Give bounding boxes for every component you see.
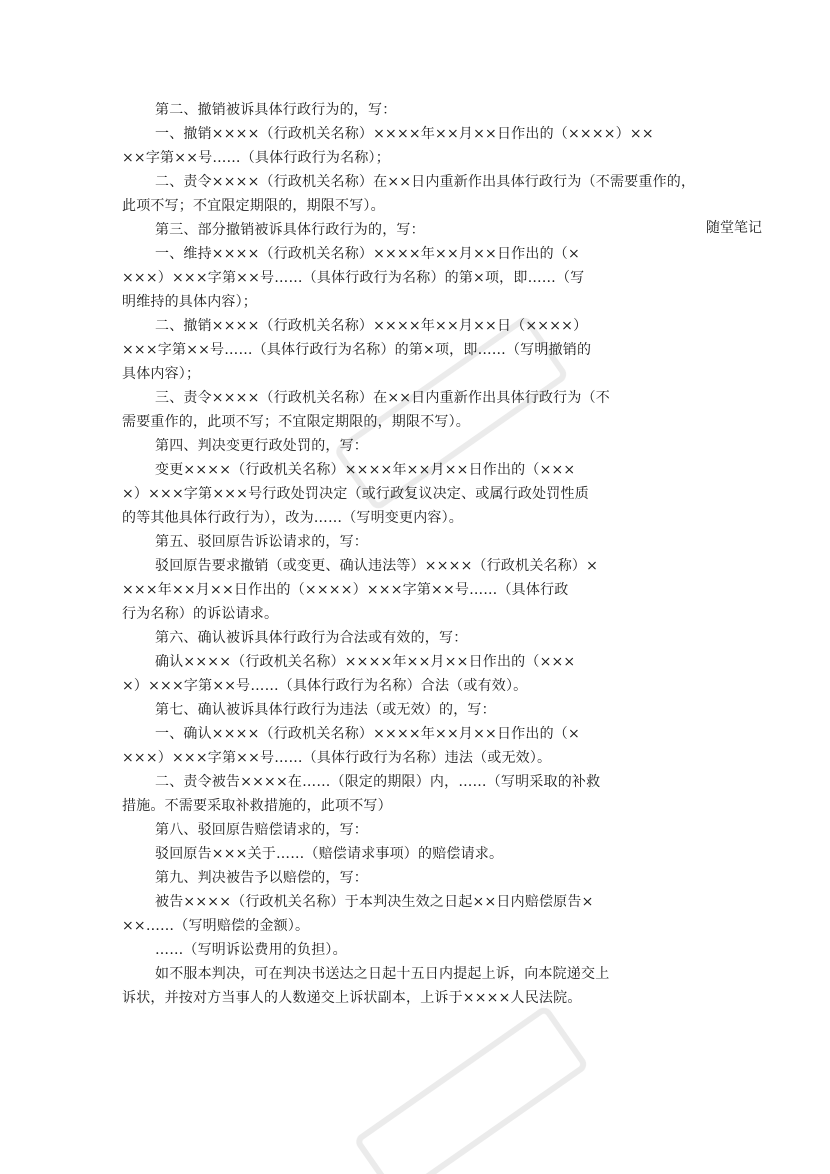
text-line: 第九、判决被告予以赔偿的，写：	[155, 870, 368, 886]
text-line: 行为名称）的诉讼请求。	[122, 606, 279, 622]
text-line: 诉状，并按对方当事人的人数递交上诉状副本，上诉于××××人民法院。	[122, 990, 582, 1006]
text-line: ×××字第××号……（具体行政行为名称）的第×项，即……（写明撤销的	[122, 342, 592, 358]
text-line: ×）×××字第××号……（具体行政行为名称）合法（或有效）。	[122, 678, 528, 694]
text-line: 第三、部分撤销被诉具体行政行为的，写：	[155, 222, 425, 238]
text-line: 被告××××（行政机关名称）于本判决生效之日起××日内赔偿原告×	[155, 894, 594, 910]
text-line: 需要重作的，此项不写；不宜限定期限的，期限不写）。	[122, 414, 470, 430]
text-line: 的等其他具体行政行为），改为……（写明变更内容）。	[122, 510, 463, 526]
text-line: ××字第××号……（具体行政行为名称）；	[122, 150, 390, 166]
text-line: 具体内容）；	[122, 366, 201, 382]
text-line: 第六、确认被诉具体行政行为合法或有效的，写：	[155, 630, 468, 646]
text-line: 二、撤销××××（行政机关名称）××××年××月××日（××××）	[155, 318, 588, 334]
text-line: 驳回原告×××关于……（赔偿请求事项）的赔偿请求。	[155, 846, 504, 862]
text-line: 此项不写；不宜限定期限的，期限不写）。	[122, 198, 385, 214]
text-line: ……（写明诉讼费用的负担）。	[155, 942, 347, 958]
text-line: ×××年××月××日作出的（××××）×××字第××号……（具体行政	[122, 582, 569, 598]
text-line: 第八、驳回原告赔偿请求的，写：	[155, 822, 368, 838]
text-line: 变更××××（行政机关名称）××××年××月××日作出的（×××	[155, 462, 576, 478]
text-line: 措施。不需要采取补救措施的，此项不写）	[122, 798, 392, 814]
text-line: 二、责令××××（行政机关名称）在××日内重新作出具体行政行为（不需要重作的，	[155, 174, 696, 190]
text-line: ××……（写明赔偿的金额）。	[122, 918, 310, 934]
side-note: 随堂笔记	[706, 220, 762, 236]
text-line: 三、责令××××（行政机关名称）在××日内重新作出具体行政行为（不	[155, 390, 610, 406]
text-line: 一、撤销××××（行政机关名称）××××年××月××日作出的（××××）××	[155, 126, 654, 142]
text-line: 第五、驳回原告诉讼请求的，写：	[155, 534, 368, 550]
text-line: ×××）×××字第××号……（具体行政行为名称）违法（或无效）。	[122, 750, 552, 766]
text-line: 如不服本判决，可在判决书送达之日起十五日内提起上诉，向本院递交上	[155, 966, 610, 982]
text-line: ×）×××字第×××号行政处罚决定（或行政复议决定、或属行政处罚性质	[122, 486, 589, 502]
text-line: 一、维持××××（行政机关名称）××××年××月××日作出的（×	[155, 246, 580, 262]
text-line: 第二、撤销被诉具体行政行为的，写：	[155, 102, 397, 118]
text-line: 驳回原告要求撤销（或变更、确认违法等）××××（行政机关名称）×	[155, 558, 599, 574]
text-line: 确认××××（行政机关名称）××××年××月××日作出的（×××	[155, 654, 576, 670]
text-line: 第七、确认被诉具体行政行为违法（或无效）的，写：	[155, 702, 496, 718]
watermark-mark-lower	[357, 1008, 586, 1174]
text-line: 明维持的具体内容）；	[122, 294, 257, 310]
text-line: 一、确认××××（行政机关名称）××××年××月××日作出的（×	[155, 726, 580, 742]
text-line: ×××）×××字第××号……（具体行政行为名称）的第×项，即……（写	[122, 270, 585, 286]
text-line: 二、责令被告××××在……（限定的期限）内，……（写明采取的补救	[155, 774, 601, 790]
document-body	[122, 98, 696, 1010]
text-line: 第四、判决变更行政处罚的，写：	[155, 438, 368, 454]
